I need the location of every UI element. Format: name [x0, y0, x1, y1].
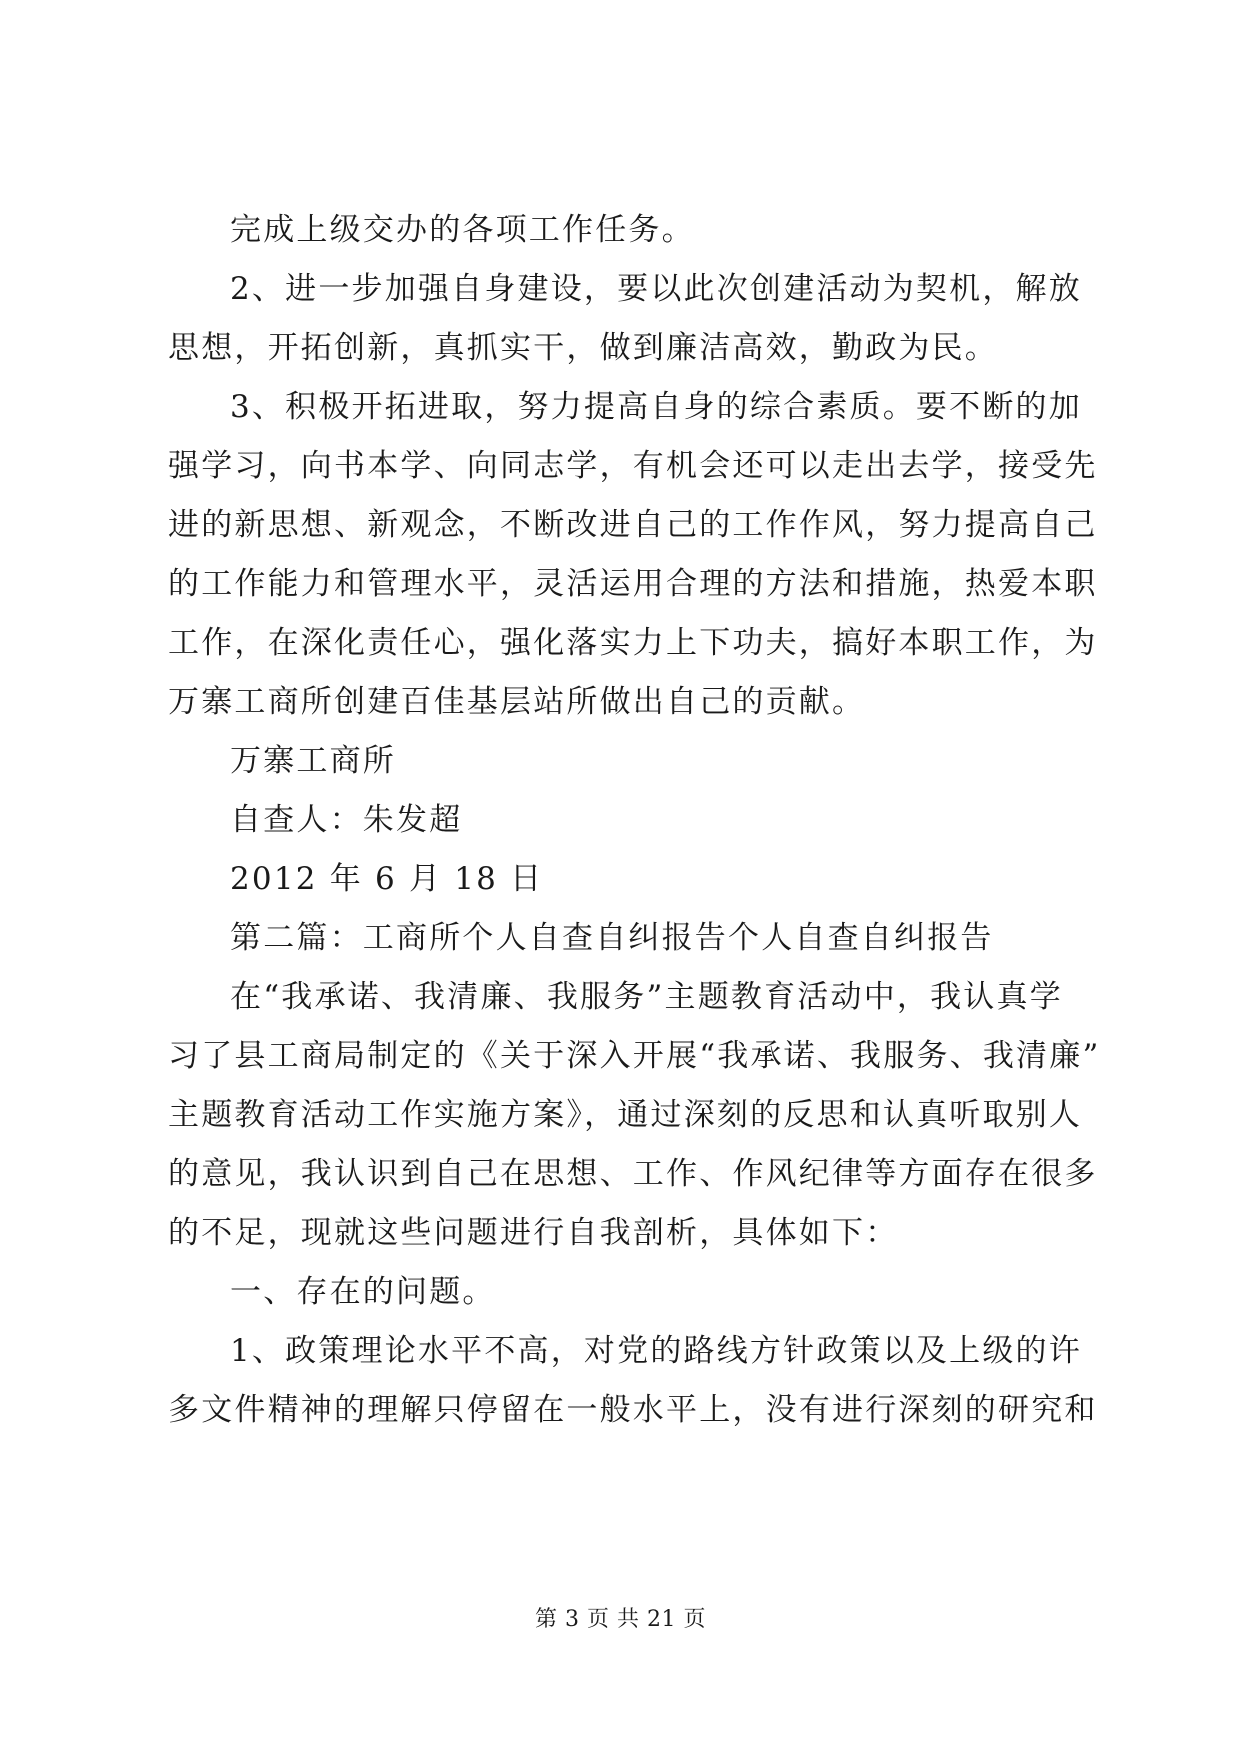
text-line: 完成上级交办的各项工作任务。 [230, 212, 695, 248]
signature-date: 2012 年 6 月 18 日 [230, 861, 544, 897]
text-line: 的工作能力和管理水平，灵活运用合理的方法和措施，热爱本职 [168, 566, 1098, 602]
text-line: 的意见，我认识到自己在思想、工作、作风纪律等方面存在很多 [168, 1156, 1098, 1192]
page-footer: 第 3 页 共 21 页 [535, 1607, 706, 1632]
text-line: 进的新思想、新观念，不断改进自己的工作作风，努力提高自己 [168, 507, 1098, 543]
text-line: 工作，在深化责任心，强化落实力上下功夫，搞好本职工作，为 [168, 625, 1098, 661]
section-heading: 第二篇：工商所个人自查自纠报告个人自查自纠报告 [230, 920, 994, 956]
text-line: 3、积极开拓进取，努力提高自身的综合素质。要不断的加 [230, 389, 1082, 425]
text-line: 在“我承诺、我清廉、我服务”主题教育活动中，我认真学 [230, 979, 1063, 1015]
text-line: 强学习，向书本学、向同志学，有机会还可以走出去学，接受先 [168, 448, 1098, 484]
text-line: 1、政策理论水平不高，对党的路线方针政策以及上级的许 [230, 1333, 1082, 1369]
text-line: 习了县工商局制定的《关于深入开展“我承诺、我服务、我清廉” [168, 1038, 1101, 1074]
text-line: 思想，开拓创新，真抓实干，做到廉洁高效，勤政为民。 [168, 330, 998, 366]
text-line: 主题教育活动工作实施方案》，通过深刻的反思和认真听取别人 [168, 1097, 1083, 1133]
text-line: 万寨工商所创建百佳基层站所做出自己的贡献。 [168, 684, 866, 720]
subsection-heading: 一、存在的问题。 [230, 1274, 496, 1310]
signature-org: 万寨工商所 [230, 743, 396, 779]
text-line: 2、进一步加强自身建设，要以此次创建活动为契机，解放 [230, 271, 1082, 307]
text-line: 多文件精神的理解只停留在一般水平上，没有进行深刻的研究和 [168, 1392, 1098, 1428]
text-line: 的不足，现就这些问题进行自我剖析，具体如下： [168, 1215, 899, 1251]
signature-name: 自查人：朱发超 [230, 802, 463, 838]
